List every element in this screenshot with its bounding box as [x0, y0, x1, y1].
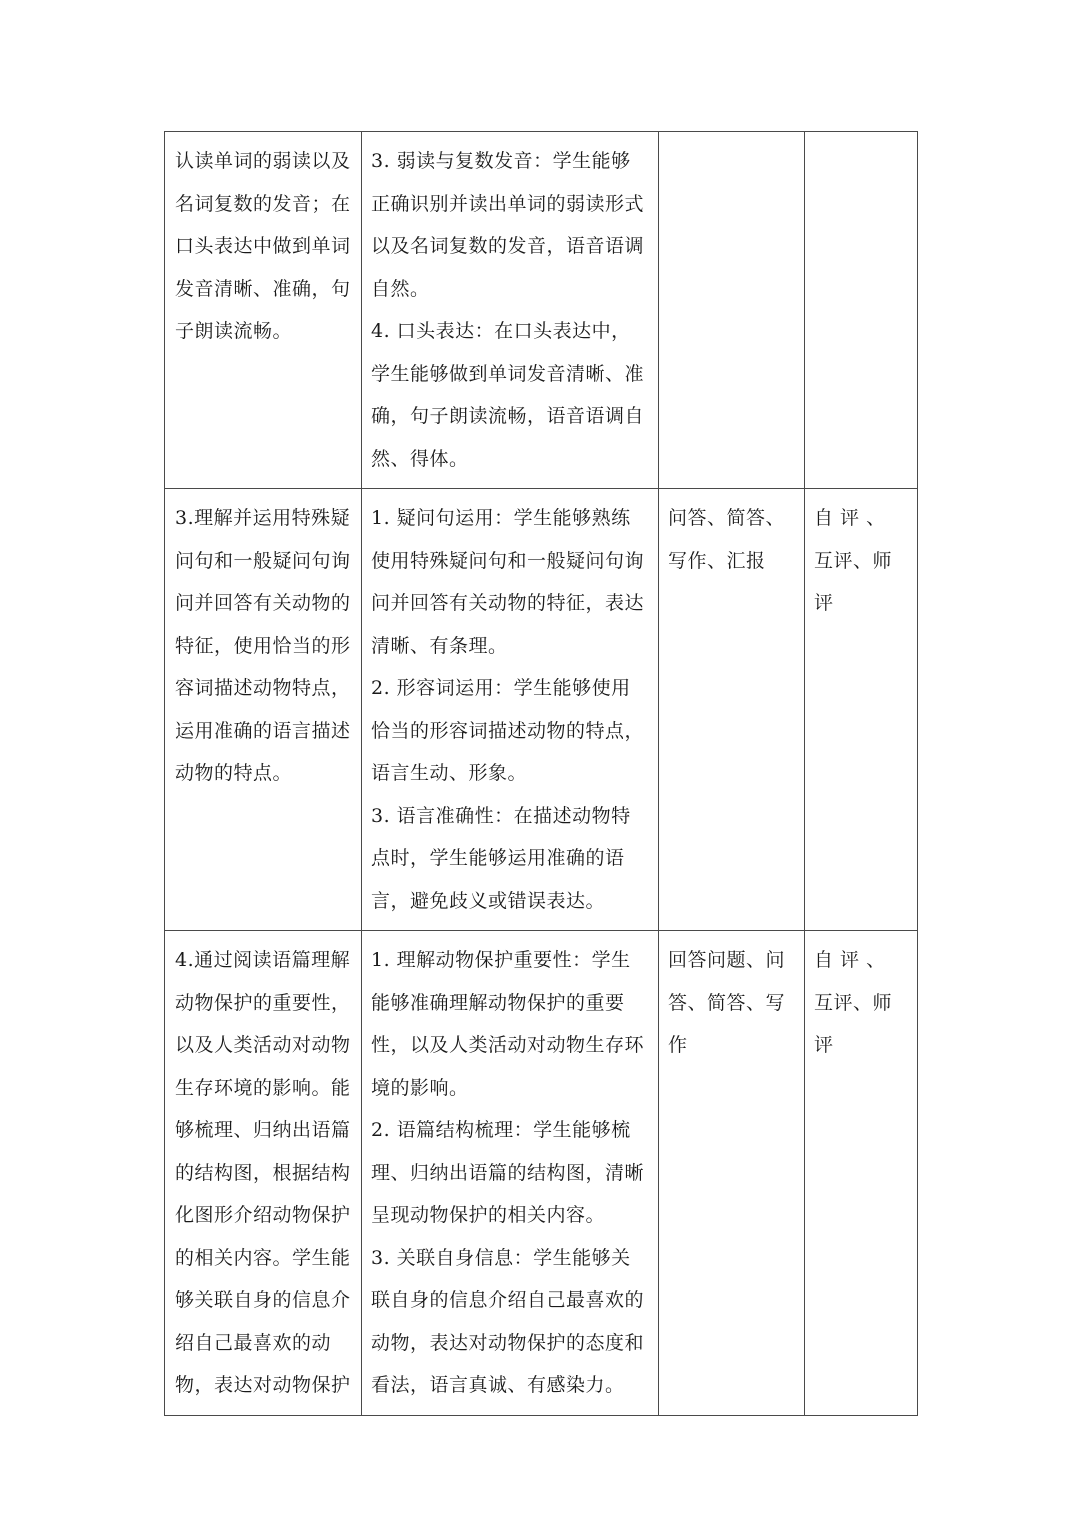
criteria-cell — [362, 132, 659, 489]
evaluator-text: 自 评 、 互评、师评 — [814, 507, 893, 614]
objective-text: 3.理解并运用特殊疑问句和一般疑问句询问并回答有关动物的特征，使用恰当的形容词描述动物特点，运用准确的语言描述动物的特点。 — [175, 507, 351, 784]
evaluator-cell — [805, 489, 918, 931]
criteria-item: 3. 关联自身信息：学生能够关联自身的信息介绍自己最喜欢的动物，表达对动物保护的态度和看法，语言真诚、有感染力。 — [371, 1246, 645, 1396]
criteria-cell — [362, 489, 659, 931]
objective-cell — [165, 132, 362, 489]
method-cell — [659, 931, 805, 1416]
criteria-item: 2. 语篇结构梳理：学生能够梳理、归纳出语篇的结构图，清晰呈现动物保护的相关内容。 — [371, 1119, 645, 1226]
method-cell — [659, 489, 805, 931]
criteria-item: 1. 理解动物保护重要性：学生能够准确理解动物保护的重要性，以及人类活动对动物生存环境的影响。 — [371, 949, 645, 1099]
evaluator-cell — [805, 931, 918, 1416]
method-cell — [659, 132, 805, 489]
criteria-item: 3. 弱读与复数发音：学生能够正确识别并读出单词的弱读形式以及名词复数的发音，语音语调自然。 — [371, 150, 645, 300]
evaluator-text: 自 评 、 互评、师评 — [814, 949, 893, 1056]
method-text: 回答问题、问答、简答、写作 — [668, 949, 786, 1056]
criteria-item: 2. 形容词运用：学生能够使用恰当的形容词描述动物的特点，语言生动、形象。 — [371, 677, 645, 784]
criteria-item: 4. 口头表达：在口头表达中，学生能够做到单词发音清晰、准确，句子朗读流畅，语音语调自然、得体。 — [371, 320, 645, 470]
objective-text: 4.通过阅读语篇理解动物保护的重要性，以及人类活动对动物生存环境的影响。能够梳理、归纳出语篇的结构图，根据结构化图形介绍动物保护的相关内容。学生能够关联自身的信息介绍自己最喜欢的动物，表达对动物保护 — [175, 949, 351, 1396]
objective-cell — [165, 489, 362, 931]
table-row — [165, 489, 918, 931]
criteria-cell — [362, 931, 659, 1416]
evaluator-cell — [805, 132, 918, 489]
criteria-item: 3. 语言准确性：在描述动物特点时，学生能够运用准确的语言，避免歧义或错误表达。 — [371, 804, 631, 912]
table-row — [165, 132, 918, 489]
criteria-item: 1. 疑问句运用：学生能够熟练使用特殊疑问句和一般疑问句询问并回答有关动物的特征，表达清晰、有条理。 — [371, 507, 645, 657]
method-text: 问答、简答、写作、汇报 — [668, 507, 786, 572]
objective-text: 认读单词的弱读以及名词复数的发音；在口头表达中做到单词发音清晰、准确，句子朗读流畅。 — [175, 150, 351, 342]
table-row — [165, 931, 918, 1416]
evaluation-table — [164, 131, 918, 1416]
objective-cell — [165, 931, 362, 1416]
